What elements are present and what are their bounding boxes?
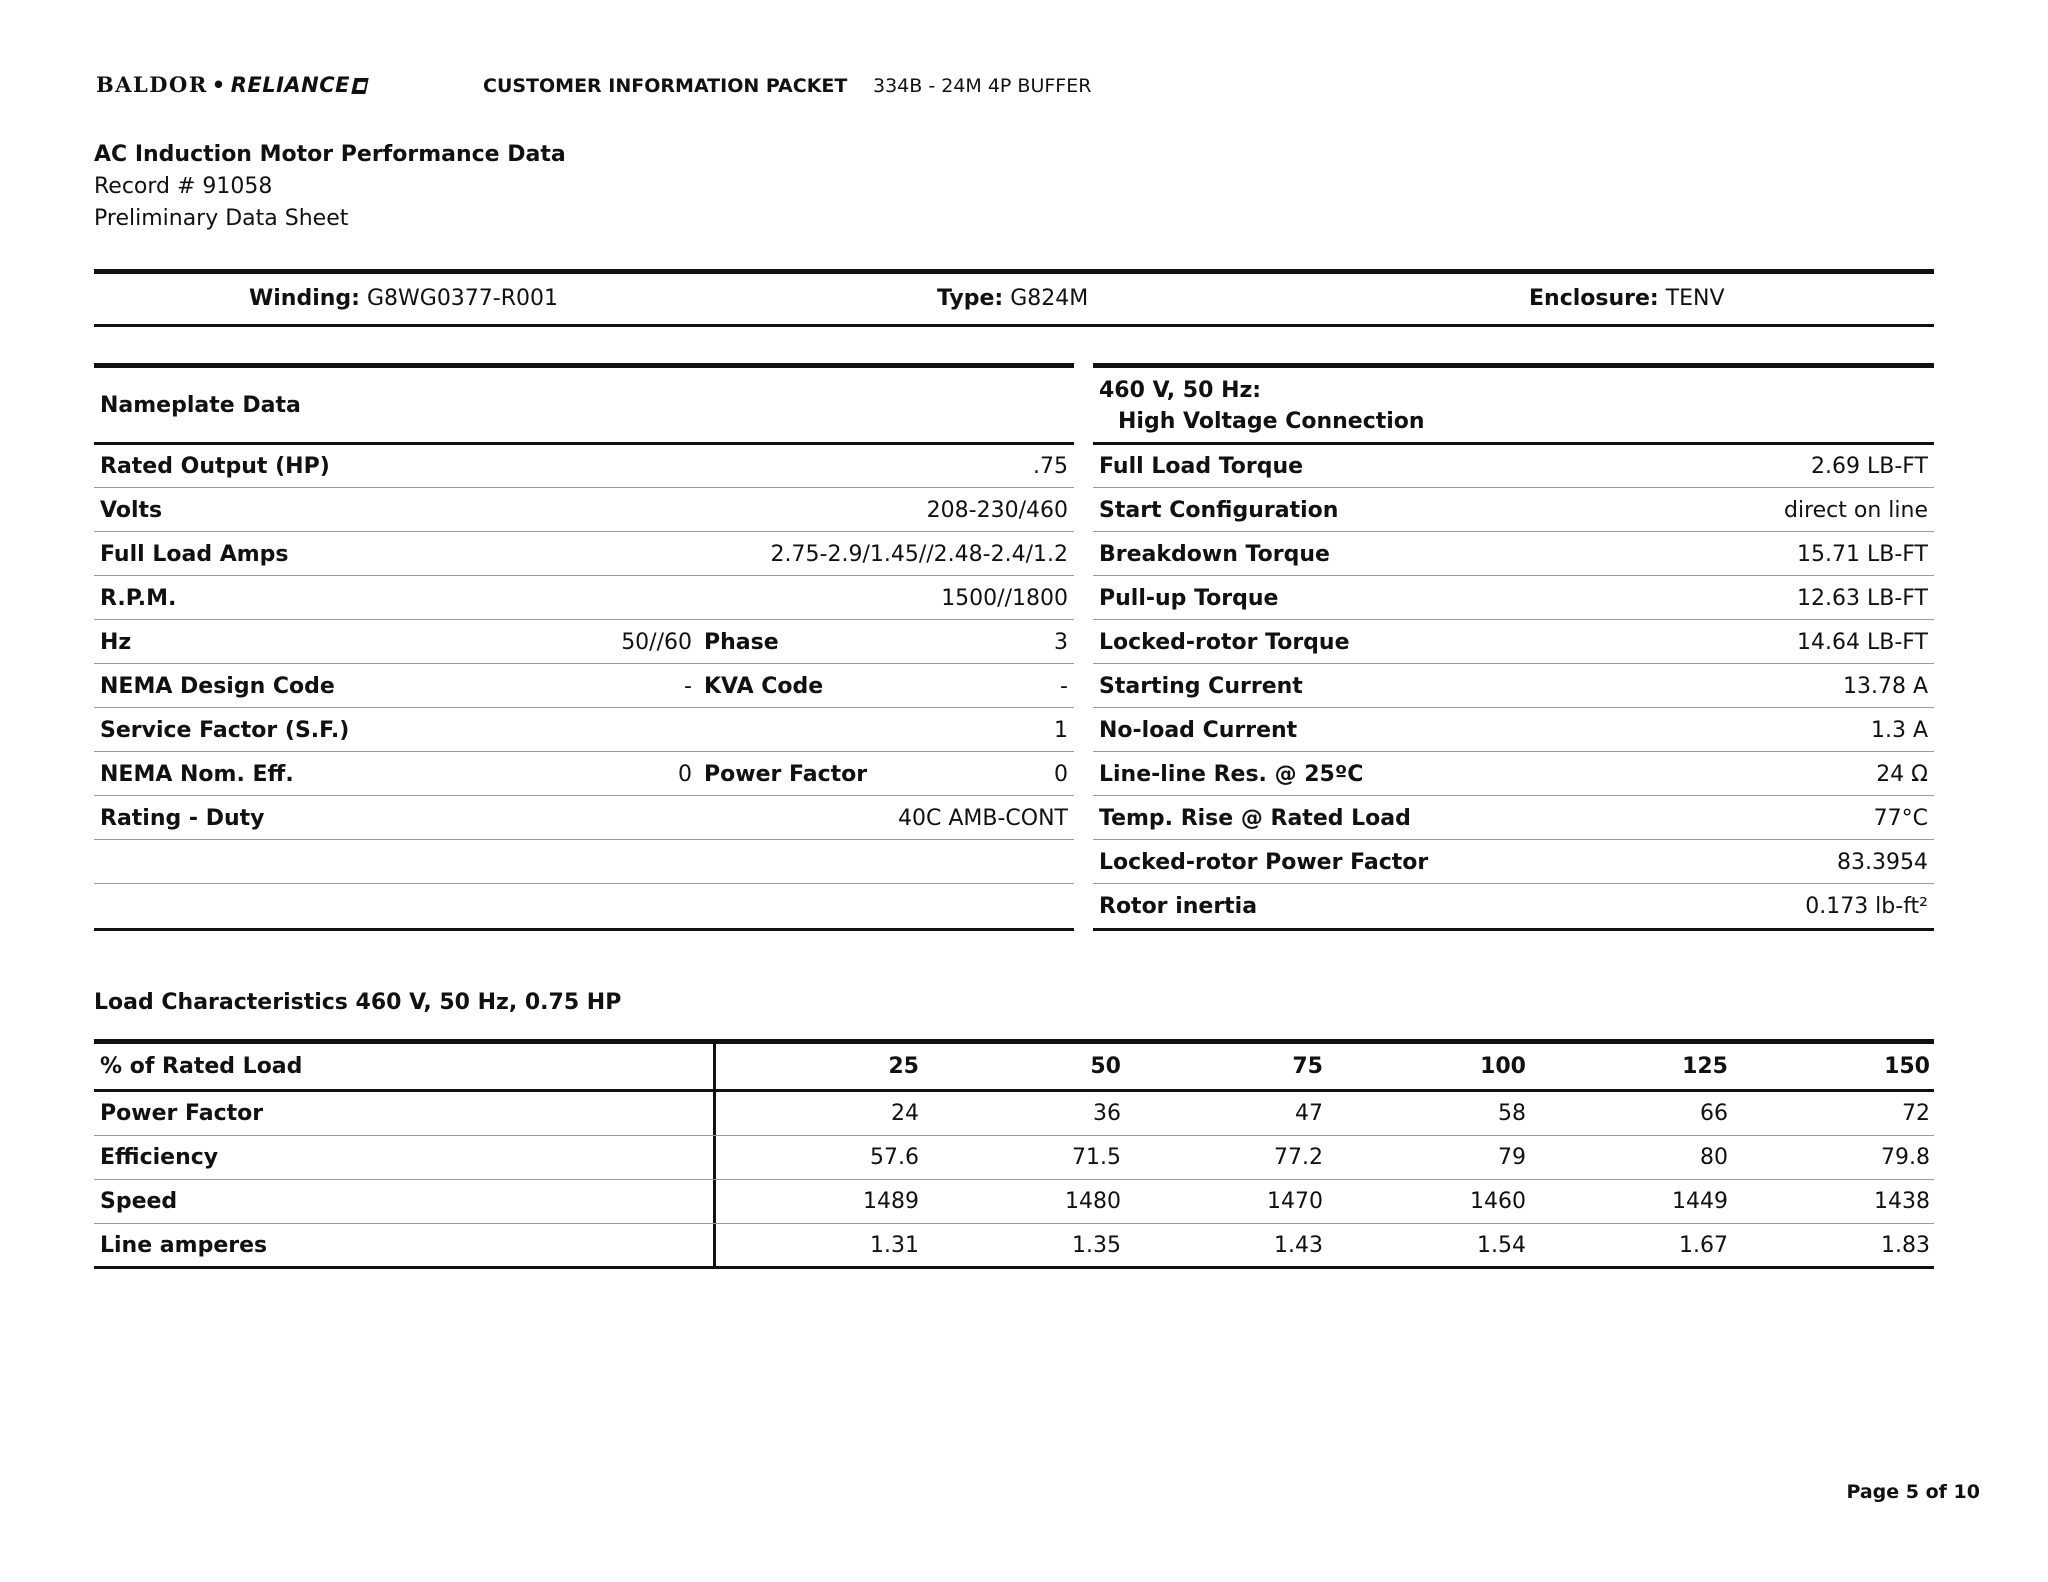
performance-row-divider xyxy=(1093,487,1934,488)
nameplate-row-label: NEMA Nom. Eff. xyxy=(100,762,294,787)
nameplate-row-value: 2.75-2.9/1.45//2.48-2.4/1.2 xyxy=(770,542,1068,567)
nameplate-row-divider xyxy=(94,575,1074,576)
load-row-divider xyxy=(94,1223,1934,1224)
logo-baldor: BALDOR xyxy=(96,72,208,97)
winding-label: Winding: xyxy=(249,286,360,311)
performance-row-divider xyxy=(1093,751,1934,752)
type-value: G824M xyxy=(1010,286,1089,311)
performance-row-value: 1.3 A xyxy=(1870,718,1928,743)
load-cell: 66 xyxy=(1700,1101,1728,1126)
performance-row-label: Starting Current xyxy=(1099,674,1303,699)
load-cell: 1480 xyxy=(1065,1189,1121,1214)
document-title: AC Induction Motor Performance Data xyxy=(94,142,566,167)
nameplate-row-divider xyxy=(94,531,1074,532)
nameplate-row-divider xyxy=(94,707,1074,708)
performance-row-label: Locked-rotor Torque xyxy=(1099,630,1350,655)
load-cell: 1470 xyxy=(1267,1189,1323,1214)
nameplate-top-rule xyxy=(94,363,1074,368)
load-cell: 24 xyxy=(891,1101,919,1126)
nameplate-row-divider xyxy=(94,619,1074,620)
nameplate-row-divider xyxy=(94,487,1074,488)
performance-row-divider xyxy=(1093,883,1934,884)
performance-row-divider xyxy=(1093,707,1934,708)
load-bottom-rule xyxy=(94,1266,1934,1269)
performance-heading-connection: High Voltage Connection xyxy=(1118,409,1425,434)
nameplate-row-label: Volts xyxy=(100,498,163,523)
performance-row-label: Full Load Torque xyxy=(1099,454,1304,479)
load-cell: 1.54 xyxy=(1477,1233,1526,1258)
nameplate-row-label-secondary: Power Factor xyxy=(704,762,868,787)
load-column-header: 25 xyxy=(888,1054,919,1079)
load-column-header: 150 xyxy=(1884,1054,1930,1079)
nameplate-row-label: Rated Output (HP) xyxy=(100,454,330,479)
performance-row-value: 13.78 A xyxy=(1842,674,1928,699)
performance-row-label: Start Configuration xyxy=(1099,498,1339,523)
logo-reliance: RELIANCE xyxy=(230,73,350,97)
performance-row-label: Breakdown Torque xyxy=(1099,542,1330,567)
load-row-divider xyxy=(94,1135,1934,1136)
load-cell: 71.5 xyxy=(1072,1145,1121,1170)
performance-row-label: Pull-up Torque xyxy=(1099,586,1279,611)
nameplate-row-value: 40C AMB-CONT xyxy=(898,806,1068,831)
nameplate-row-value: .75 xyxy=(1033,454,1068,479)
nameplate-row-label-secondary: KVA Code xyxy=(704,674,824,699)
load-cell: 1460 xyxy=(1470,1189,1526,1214)
load-cell: 1438 xyxy=(1874,1189,1930,1214)
load-cell: 72 xyxy=(1902,1101,1930,1126)
type-info xyxy=(937,286,1088,311)
nameplate-row-divider xyxy=(94,751,1074,752)
performance-row-value: 12.63 LB-FT xyxy=(1797,586,1928,611)
nameplate-row-divider xyxy=(94,795,1074,796)
load-cell: 77.2 xyxy=(1274,1145,1323,1170)
nameplate-row-value: 208-230/460 xyxy=(926,498,1068,523)
nameplate-row-value: 1 xyxy=(1054,718,1068,743)
load-cell: 1489 xyxy=(863,1189,919,1214)
nameplate-header-rule xyxy=(94,442,1074,445)
performance-row-value: 77°C xyxy=(1873,806,1928,831)
performance-row-label: Line-line Res. @ 25ºC xyxy=(1099,762,1364,787)
nameplate-row-value: 50//60 xyxy=(621,630,692,655)
performance-bottom-rule xyxy=(1093,928,1934,931)
nameplate-row-divider xyxy=(94,663,1074,664)
performance-row-value: 2.69 LB-FT xyxy=(1811,454,1928,479)
performance-top-rule xyxy=(1093,363,1934,368)
type-label: Type: xyxy=(937,286,1004,311)
performance-row-value: 15.71 LB-FT xyxy=(1797,542,1928,567)
load-header-rule xyxy=(94,1089,1934,1092)
nameplate-row-label-secondary: Phase xyxy=(704,630,779,655)
load-cell: 1.31 xyxy=(870,1233,919,1258)
load-cell: 79 xyxy=(1498,1145,1526,1170)
nameplate-row-label: Full Load Amps xyxy=(100,542,289,567)
nameplate-row-value: 0 xyxy=(678,762,692,787)
packet-subtitle: 334B - 24M 4P BUFFER xyxy=(873,75,1092,97)
load-row-label: Efficiency xyxy=(100,1145,219,1170)
page-number: Page 5 of 10 xyxy=(1846,1481,1980,1503)
load-column-header: 125 xyxy=(1682,1054,1728,1079)
nameplate-row-divider xyxy=(94,839,1074,840)
load-header-label: % of Rated Load xyxy=(100,1054,303,1079)
load-row-divider xyxy=(94,1179,1934,1180)
performance-row-value: 14.64 LB-FT xyxy=(1797,630,1928,655)
logo-mark-icon xyxy=(351,78,368,94)
load-cell: 1.83 xyxy=(1881,1233,1930,1258)
performance-row-divider xyxy=(1093,839,1934,840)
performance-row-label: Temp. Rise @ Rated Load xyxy=(1099,806,1411,831)
load-cell: 58 xyxy=(1498,1101,1526,1126)
load-cell: 1.67 xyxy=(1679,1233,1728,1258)
company-logo xyxy=(96,72,367,97)
nameplate-row-label: R.P.M. xyxy=(100,586,177,611)
load-cell: 47 xyxy=(1295,1101,1323,1126)
performance-row-value: 83.3954 xyxy=(1837,850,1928,875)
winding-info xyxy=(249,286,558,311)
nameplate-row-label: NEMA Design Code xyxy=(100,674,335,699)
nameplate-row-label: Rating - Duty xyxy=(100,806,265,831)
performance-row-label: Rotor inertia xyxy=(1099,894,1258,919)
nameplate-row-divider xyxy=(94,883,1074,884)
load-cell: 57.6 xyxy=(870,1145,919,1170)
load-column-divider xyxy=(713,1041,716,1269)
load-column-header: 75 xyxy=(1292,1054,1323,1079)
performance-row-divider xyxy=(1093,619,1934,620)
load-characteristics-title: Load Characteristics 460 V, 50 Hz, 0.75 HP xyxy=(94,990,622,1015)
nameplate-row-label: Hz xyxy=(100,630,132,655)
load-row-label: Power Factor xyxy=(100,1101,264,1126)
nameplate-bottom-rule xyxy=(94,928,1074,931)
logo-dot: • xyxy=(211,73,227,97)
nameplate-row-value-secondary: - xyxy=(1060,674,1068,699)
performance-row-divider xyxy=(1093,663,1934,664)
info-bar-top-rule xyxy=(94,269,1934,274)
nameplate-row-label: Service Factor (S.F.) xyxy=(100,718,350,743)
load-top-rule xyxy=(94,1039,1934,1044)
load-column-header: 100 xyxy=(1480,1054,1526,1079)
performance-row-value: direct on line xyxy=(1784,498,1928,523)
performance-row-label: No-load Current xyxy=(1099,718,1298,743)
performance-heading-voltage: 460 V, 50 Hz: xyxy=(1099,378,1262,403)
performance-row-divider xyxy=(1093,795,1934,796)
performance-row-divider xyxy=(1093,531,1934,532)
performance-row-divider xyxy=(1093,575,1934,576)
nameplate-heading: Nameplate Data xyxy=(100,393,301,418)
nameplate-row-value-secondary: 0 xyxy=(1054,762,1068,787)
enclosure-value: TENV xyxy=(1665,286,1725,311)
enclosure-label: Enclosure: xyxy=(1529,286,1659,311)
enclosure-info xyxy=(1529,286,1725,311)
load-column-header: 50 xyxy=(1090,1054,1121,1079)
winding-value: G8WG0377-R001 xyxy=(366,286,559,311)
performance-row-value: 24 Ω xyxy=(1876,762,1928,787)
performance-header-rule xyxy=(1093,442,1934,445)
load-cell: 1.35 xyxy=(1072,1233,1121,1258)
nameplate-row-value: 1500//1800 xyxy=(941,586,1068,611)
nameplate-row-value: - xyxy=(684,674,692,699)
performance-row-label: Locked-rotor Power Factor xyxy=(1099,850,1429,875)
nameplate-row-value-secondary: 3 xyxy=(1054,630,1068,655)
load-cell: 79.8 xyxy=(1881,1145,1930,1170)
performance-row-value: 0.173 lb-ft² xyxy=(1805,894,1928,919)
document-status: Preliminary Data Sheet xyxy=(94,206,349,231)
record-number: Record # 91058 xyxy=(94,174,273,199)
load-cell: 80 xyxy=(1700,1145,1728,1170)
packet-title: CUSTOMER INFORMATION PACKET xyxy=(483,75,848,97)
load-cell: 36 xyxy=(1093,1101,1121,1126)
info-bar-bottom-rule xyxy=(94,324,1934,327)
load-row-label: Speed xyxy=(100,1189,178,1214)
load-row-label: Line amperes xyxy=(100,1233,268,1258)
load-cell: 1.43 xyxy=(1274,1233,1323,1258)
load-cell: 1449 xyxy=(1672,1189,1728,1214)
